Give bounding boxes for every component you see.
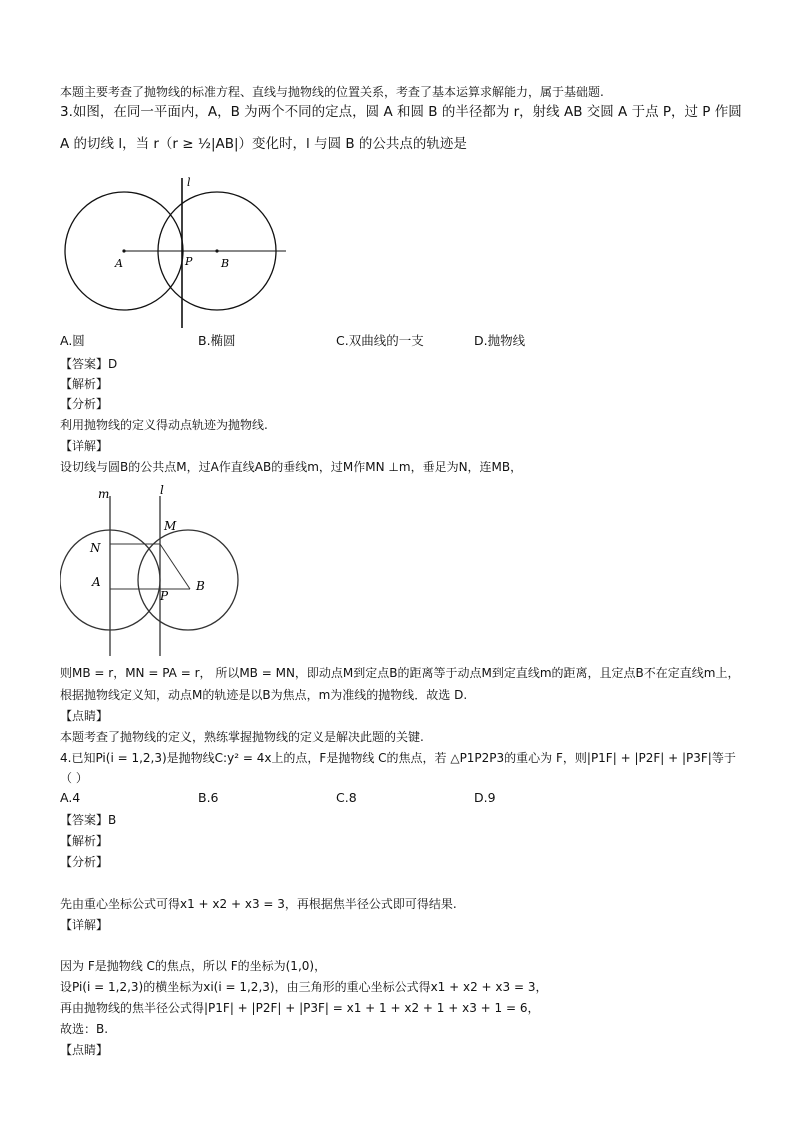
- text-line: 再由抛物线的焦半径公式得|P1F| + |P2F| + |P3F| = x1 + 1 + x2 + 1 + x3 + 1 = 6，: [60, 1001, 540, 1015]
- label-b: B: [221, 257, 230, 270]
- label-b: B: [196, 579, 205, 593]
- text-line: 则MB = r，MN = PA = r， 所以MB = MN，即动点M到定点B的距离等于动点M到定直线m的距离，且定点B不在定直线m上，: [60, 666, 740, 680]
- question-4-brackets: （ ）: [60, 771, 88, 785]
- label-m-line: m: [98, 487, 110, 501]
- q3-option-a: A.圆: [60, 333, 85, 348]
- analysis-tag: 【解析】: [60, 377, 109, 391]
- insight-tag: 【点睛】: [60, 709, 109, 723]
- point-a: [122, 249, 125, 252]
- breakdown-tag: 【分析】: [60, 855, 109, 869]
- label-p: P: [185, 255, 193, 268]
- analysis-tag: 【解析】: [60, 834, 109, 848]
- text-line: 先由重心坐标公式可得x1 + x2 + x3 = 3，再根据焦半径公式即可得结果.: [60, 897, 457, 911]
- question-3-stem: 3.如图，在同一平面内，A，B 为两个不同的定点，圆 A 和圆 B 的半径都为 r，射线 AB 交圆 A 于点 P，过 P 作圆: [60, 104, 742, 120]
- q4-option-d: D.9: [474, 790, 496, 805]
- q3-option-c: C.双曲线的一支: [336, 333, 424, 348]
- text-line: 本题考查了抛物线的定义，熟练掌握抛物线的定义是解决此题的关键.: [60, 730, 424, 744]
- figure-1-circles: [60, 172, 300, 332]
- question-4-stem: 4.已知Pi(i = 1,2,3)是抛物线C:y² = 4x上的点，F是抛物线 C的焦点，若 △P1P2P3的重心为 F，则|P1F| + |P2F| + |P3F|等于: [60, 751, 736, 765]
- q4-option-b: B.6: [198, 790, 219, 805]
- question-3-stem-cont: A 的切线 l，当 r（r ≥ ½|AB|）变化时，l 与圆 B 的公共点的轨迹是: [60, 136, 467, 152]
- text-line: 因为 F是抛物线 C的焦点，所以 F的坐标为(1,0)，: [60, 959, 327, 973]
- text-line: 设切线与圆B的公共点M，过A作直线AB的垂线m，过M作MN ⊥m，垂足为N，连MB，: [60, 460, 523, 474]
- circle-b: [138, 530, 238, 630]
- answer-tag: 【答案】B: [60, 813, 117, 827]
- text-line: 根据抛物线定义知，动点M的轨迹是以B为焦点，m为准线的抛物线．故选 D.: [60, 688, 468, 702]
- q4-option-c: C.8: [336, 790, 357, 805]
- insight-tag: 【点睛】: [60, 1043, 109, 1057]
- label-l: l: [187, 176, 191, 189]
- figure-2-circles: [60, 482, 250, 662]
- point-b: [215, 249, 218, 252]
- q4-option-a: A.4: [60, 790, 81, 805]
- label-a: A: [92, 575, 101, 589]
- text-line: 设Pi(i = 1,2,3)的横坐标为xi(i = 1,2,3)，由三角形的重心坐标公式得x1 + x2 + x3 = 3，: [60, 980, 548, 994]
- label-a: A: [115, 257, 123, 270]
- label-n: N: [90, 541, 101, 555]
- text-line: 利用抛物线的定义得动点轨迹为抛物线.: [60, 418, 268, 432]
- detail-tag: 【详解】: [60, 918, 109, 932]
- q3-option-b: B.椭圆: [198, 333, 236, 348]
- text-line: 故选：B.: [60, 1022, 109, 1036]
- detail-tag: 【详解】: [60, 439, 109, 453]
- label-p: P: [160, 589, 169, 603]
- label-m-point: M: [164, 519, 177, 533]
- breakdown-tag: 【分析】: [60, 397, 109, 411]
- answer-tag: 【答案】D: [60, 357, 118, 371]
- text-line-1: 本题主要考查了抛物线的标准方程、直线与抛物线的位置关系，考查了基本运算求解能力，属于基础题.: [60, 85, 604, 99]
- label-l: l: [160, 483, 164, 497]
- segment-mb: [160, 544, 190, 589]
- q3-option-d: D.抛物线: [474, 333, 526, 348]
